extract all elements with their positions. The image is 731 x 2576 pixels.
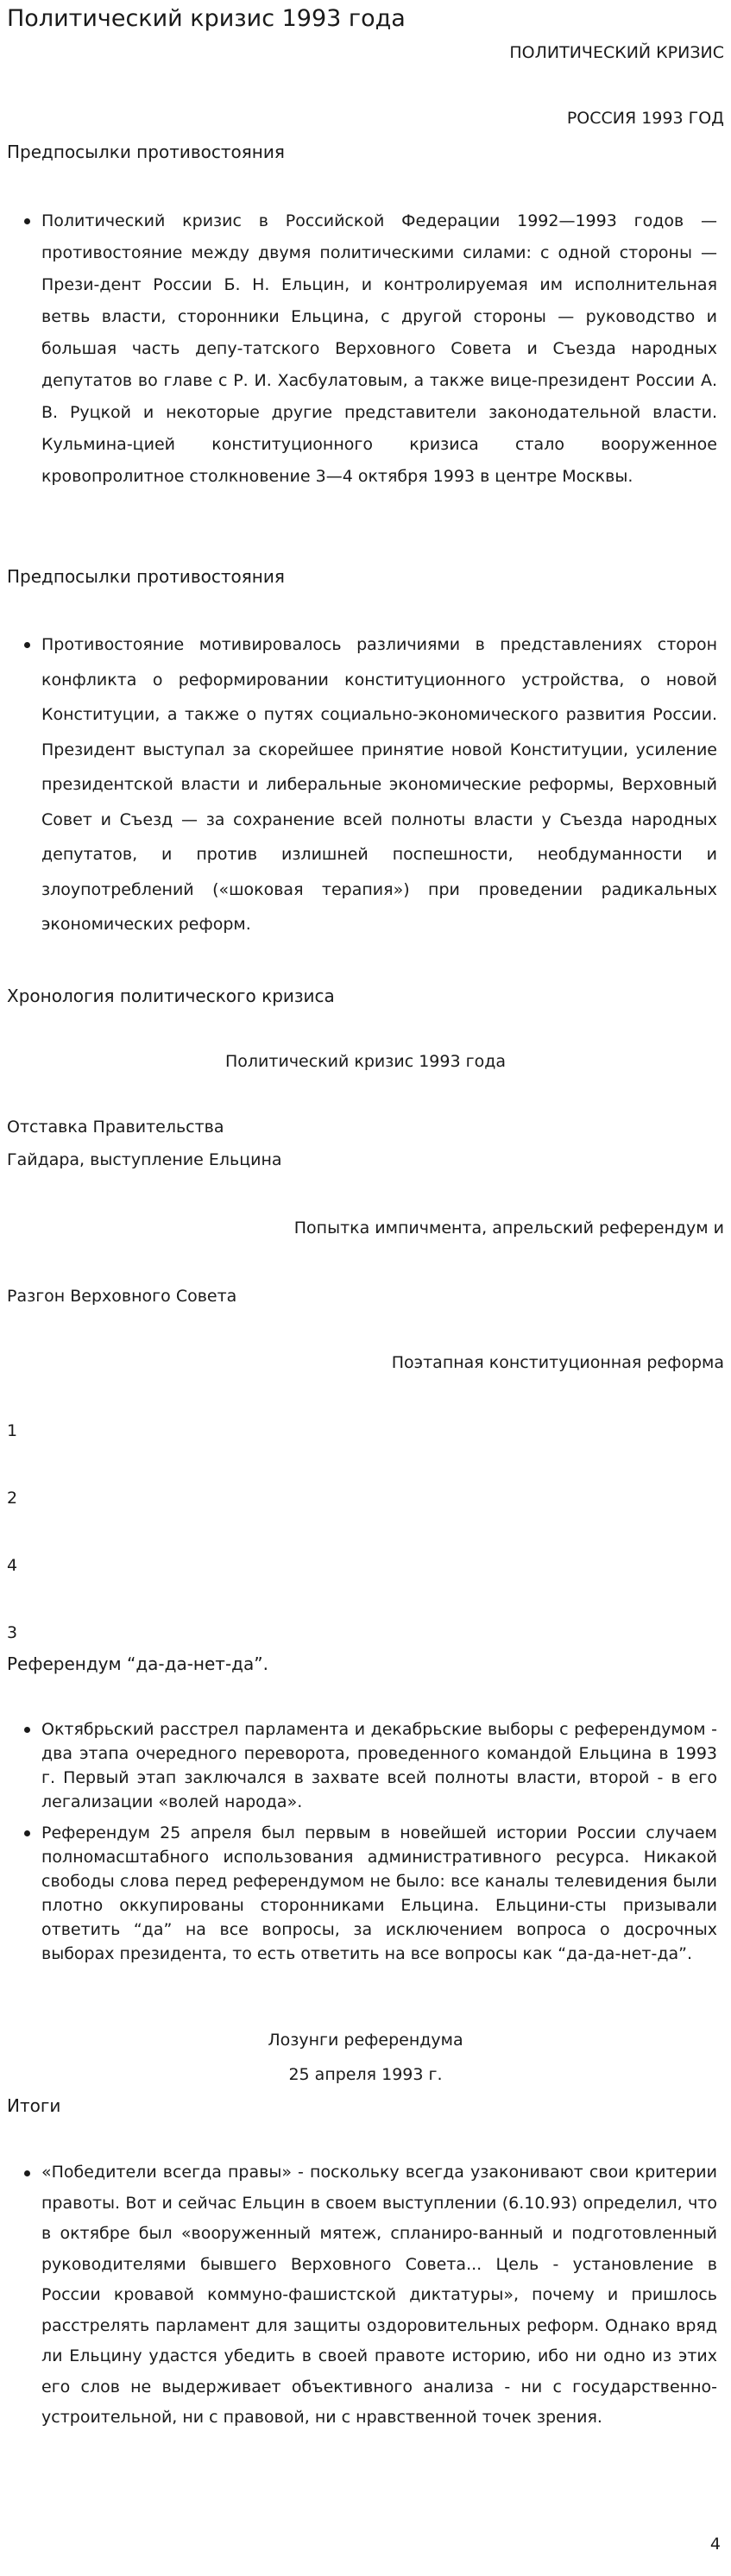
prerequisites-list-2 — [0, 627, 731, 942]
results-heading: Итоги — [7, 2095, 61, 2116]
document-title: Политический кризис 1993 года — [7, 5, 406, 32]
results-list — [0, 2157, 731, 2434]
list-item: Политический кризис в Российской Федерации 1992—1993 годов — противостояние между двумя политическими силами: с одной стороны — Прези-дент России Б. Н. Ельцин, и контролируемая им исполнительная ветвь власти, сторонники Ельцина, с другой стороны — руководство и большая часть депу-татского Верховного Совета и Съезда народных депутатов во главе с Р. И. Хасбулатовым, а также вице-президент России А. В. Руцкой и некоторые другие представители законодательной власти. Кульмина-цией конституционного кризиса стало вооруженное кровопролитное столкновение 3—4 октября 1993 в центре Москвы. — [41, 205, 717, 493]
chronology-item-2: Попытка импичмента, апрельский референдум и — [293, 1219, 724, 1238]
header-right-crisis: ПОЛИТИЧЕСКИЙ КРИЗИС — [509, 43, 724, 62]
referendum-caption-date: 25 апреля 1993 г. — [288, 2065, 443, 2084]
section-heading-prerequisites-2: Предпосылки противостояния — [7, 566, 285, 587]
chronology-number-3: 3 — [7, 1623, 18, 1642]
chronology-number-2: 2 — [7, 1489, 18, 1508]
chronology-item-1-continued: Гайдара, выступление Ельцина — [7, 1150, 282, 1169]
chronology-center-title: Политический кризис 1993 года — [225, 1052, 506, 1071]
chronology-heading: Хронология политического кризиса — [7, 986, 335, 1006]
header-right-russia: РОССИЯ 1993 ГОД — [566, 109, 724, 128]
chronology-item-3: Разгон Верховного Совета — [7, 1287, 237, 1306]
list-item: Октябрьский расстрел парламента и декабрьские выборы с референдумом - два этапа очередного переворота, проведенного командой Ельцина в 1993 г. Первый этап заключался в захвате всей полноты власти, второй - в его легализации «волей народа». — [41, 1717, 717, 1814]
chronology-item-4: Поэтапная конституционная реформа — [391, 1353, 724, 1372]
prerequisites-list-1 — [0, 205, 731, 493]
referendum-caption-slogans: Лозунги референдума — [268, 2031, 463, 2050]
list-item: «Победители всегда правы» - поскольку всегда узаконивают свои критерии правоты. Вот и сейчас Ельцин в своем выступлении (6.10.93) определил, что в октябре был «вооруженный мятеж, спланиро-ванный и подготовленный руководителями бывшего Верховного Совета... Цель - установление в России кровавой коммуно-фашистской диктатуры», почему и пришлось расстрелять парламент для защиты оздоровительных реформ. Однако вряд ли Ельцину удастся убедить в своей правоте историю, ибо ни одно из этих его слов не выдерживает объективного анализа - ни с государственно-устроительной, ни с правовой, ни с нравственной точек зрения. — [41, 2157, 717, 2434]
referendum-heading: Референдум “да-да-нет-да”. — [7, 1653, 268, 1674]
chronology-number-1: 1 — [7, 1421, 18, 1440]
list-item: Противостояние мотивировалось различиями в представлениях сторон конфликта о реформировании конституционного устройства, о новой Конституции, а также о путях социально-экономического развития России. Президент выступал за скорейшее принятие новой Конституции, усиление президентской власти и либеральные экономические реформы, Верховный Совет и Съезд — за сохранение всей полноты власти у Съезда народных депутатов, и против излишней поспешности, необдуманности и злоупотреблений («шоковая терапия») при проведении радикальных экономических реформ. — [41, 627, 717, 942]
page-number: 4 — [709, 2535, 721, 2554]
referendum-list — [0, 1717, 731, 1973]
section-heading-prerequisites-1: Предпосылки противостояния — [7, 142, 285, 162]
chronology-number-4: 4 — [7, 1556, 18, 1575]
chronology-item-1: Отставка Правительства — [7, 1118, 224, 1137]
list-item: Референдум 25 апреля был первым в новейшей истории России случаем полномасштабного использования административного ресурса. Никакой свободы слова перед референдумом не было: все каналы телевидения были плотно оккупированы сторонниками Ельцина. Ельцини-сты призывали ответить “да” на все вопросы, за исключением вопроса о досрочных выборах президента, то есть ответить на все вопросы как “да-да-нет-да”. — [41, 1821, 717, 1966]
